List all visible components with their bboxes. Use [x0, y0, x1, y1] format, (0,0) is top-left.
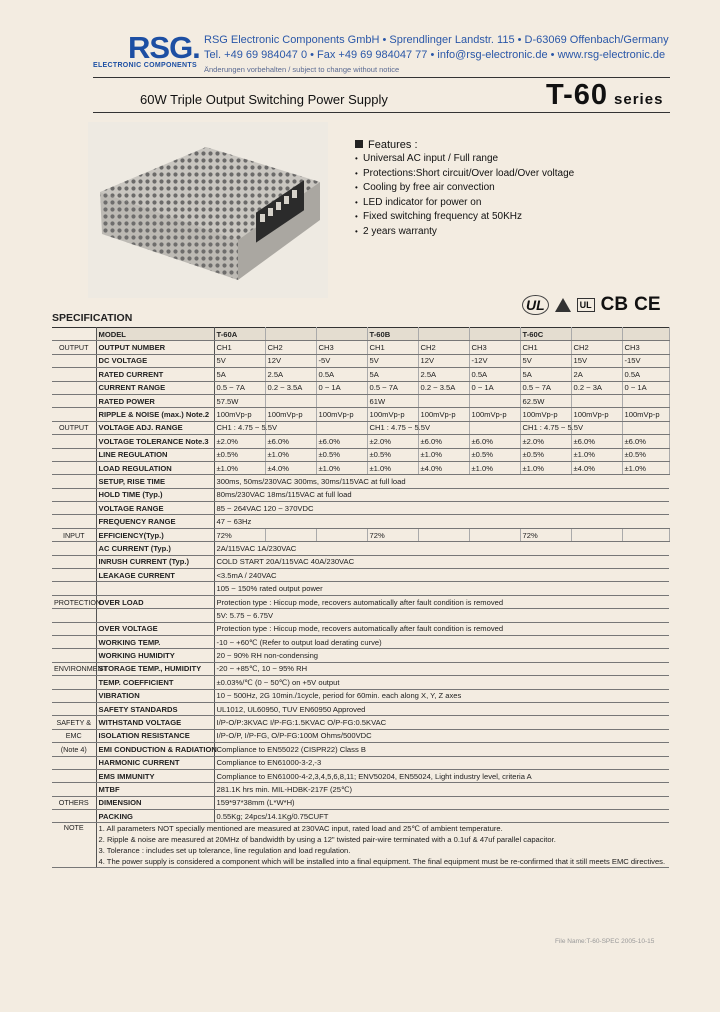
spec-cell: 61W	[367, 394, 418, 407]
spec-label: AC CURRENT (Typ.)	[96, 542, 214, 555]
spec-value: 5V: 5.75 ~ 6.75V	[214, 609, 669, 622]
spec-group-label	[52, 448, 96, 461]
spec-cell: ±6.0%	[469, 435, 520, 448]
product-title: 60W Triple Output Switching Power Supply	[140, 92, 388, 107]
spec-cell: ±6.0%	[418, 435, 469, 448]
spec-label: VOLTAGE ADJ. RANGE	[96, 421, 214, 434]
spec-row	[52, 475, 669, 488]
spec-cell: 0.2 ~ 3.5A	[265, 381, 316, 394]
spec-cell: ±6.0%	[622, 435, 669, 448]
spec-group-label	[52, 488, 96, 501]
spec-row	[52, 756, 669, 769]
spec-label: TEMP. COEFFICIENT	[96, 676, 214, 689]
spec-cell	[571, 528, 622, 541]
spec-value: 80ms/230VAC 18ms/115VAC at full load	[214, 488, 669, 501]
spec-cell: 0 ~ 1A	[469, 381, 520, 394]
spec-cell	[316, 421, 367, 434]
spec-cell: ±4.0%	[571, 461, 622, 474]
spec-cell	[418, 528, 469, 541]
spec-cell: CH2	[418, 341, 469, 354]
spec-row	[52, 328, 669, 341]
feature-item: • Cooling by free air convection	[355, 182, 495, 194]
note-line: 4. The power supply is considered a component which will be installed into a final equipment. The final equipment must be re-confirmed that it still meets EMC directives.	[98, 857, 666, 867]
spec-cell: CH3	[622, 341, 669, 354]
spec-cell: 100mVp-p	[367, 408, 418, 421]
spec-cell: ±2.0%	[367, 435, 418, 448]
spec-label: WORKING TEMP.	[96, 635, 214, 648]
spec-cell: 5V	[520, 354, 571, 367]
spec-cell: CH1	[520, 341, 571, 354]
header-divider	[93, 77, 670, 78]
spec-group-label	[52, 609, 96, 622]
spec-cell: ±0.5%	[469, 448, 520, 461]
ul-mark: UL	[522, 295, 549, 315]
spec-row	[52, 448, 669, 461]
spec-cell	[469, 394, 520, 407]
features-list	[355, 139, 574, 241]
spec-group-label	[52, 368, 96, 381]
company-address: RSG Electronic Components GmbH • Sprendlinger Landstr. 115 • D-63069 Offenbach/Germany	[204, 34, 669, 46]
spec-row	[52, 555, 669, 568]
spec-group-label	[52, 810, 96, 823]
spec-group-label	[52, 435, 96, 448]
spec-label: HARMONIC CURRENT	[96, 756, 214, 769]
spec-group-label	[52, 461, 96, 474]
spec-group-label	[52, 582, 96, 595]
spec-cell: 0.5 ~ 7A	[520, 381, 571, 394]
certification-marks	[522, 294, 661, 316]
product-photo	[88, 122, 328, 298]
spec-row	[52, 595, 669, 608]
ul-box-mark: UL	[577, 298, 595, 312]
spec-label: EMS IMMUNITY	[96, 769, 214, 782]
spec-cell	[571, 328, 622, 341]
spec-cell: ±1.0%	[367, 461, 418, 474]
note-text	[96, 823, 669, 868]
series-title	[546, 79, 663, 112]
spec-row	[52, 783, 669, 796]
spec-cell: -15V	[622, 354, 669, 367]
spec-group-label	[52, 328, 96, 341]
spec-cell: ±6.0%	[316, 435, 367, 448]
spec-group-label	[52, 783, 96, 796]
spec-cell: 12V	[265, 354, 316, 367]
spec-cell: 100mVp-p	[520, 408, 571, 421]
spec-cell: 72%	[214, 528, 265, 541]
spec-group-label	[52, 354, 96, 367]
spec-label: LOAD REGULATION	[96, 461, 214, 474]
spec-value: Compliance to EN61000-3-2,-3	[214, 756, 669, 769]
spec-group-label: SAFETY &	[52, 716, 96, 729]
series-model: T-60	[546, 79, 609, 111]
note-line: 1. All parameters NOT specially mentioned are measured at 230VAC input, rated load and 25℃ of ambient temperature.	[98, 824, 503, 834]
spec-label: OVER LOAD	[96, 595, 214, 608]
spec-row	[52, 662, 669, 675]
spec-row	[52, 515, 669, 528]
file-footer: File Name:T-60-SPEC 2005-10-15	[555, 938, 655, 945]
spec-cell: -12V	[469, 354, 520, 367]
spec-cell: 72%	[520, 528, 571, 541]
spec-label: PACKING	[96, 810, 214, 823]
spec-row	[52, 676, 669, 689]
spec-label: RATED POWER	[96, 394, 214, 407]
company-contact: Tel. +49 69 984047 0 • Fax +49 69 984047 77 • info@rsg-electronic.de • www.rsg-electronic.de	[204, 49, 666, 61]
spec-row	[52, 341, 669, 354]
spec-row	[52, 716, 669, 729]
feature-item: • Universal AC input / Full range	[355, 153, 499, 164]
spec-group-label: ENVIRONMENT	[52, 662, 96, 675]
spec-group-label	[52, 622, 96, 635]
company-disclaimer: Änderungen vorbehalten / subject to change without notice	[204, 65, 400, 74]
spec-cell: 12V	[418, 354, 469, 367]
feature-item: • Protections:Short circuit/Over load/Over voltage	[355, 167, 575, 179]
note-line: 2. Ripple & noise are measured at 20MHz of bandwidth by using a 12" twisted pair-wire terminated with a 0.1uf & 47uf parallel capacitor.	[98, 835, 556, 845]
spec-cell: CH1	[367, 341, 418, 354]
spec-label: EMI CONDUCTION & RADIATION	[96, 743, 214, 756]
spec-label: CURRENT RANGE	[96, 381, 214, 394]
spec-label: STORAGE TEMP., HUMIDITY	[96, 662, 214, 675]
spec-table	[52, 327, 670, 868]
spec-value: I/P-O/P, I/P-FG, O/P-FG:100M Ohms/500VDC	[214, 729, 669, 742]
spec-row	[52, 635, 669, 648]
spec-cell: CH1 : 4.75 ~ 5.5V	[367, 421, 418, 434]
spec-value: -10 ~ +60℃ (Refer to output load derating curve)	[214, 635, 669, 648]
spec-row	[52, 769, 669, 782]
spec-cell: ±1.0%	[520, 461, 571, 474]
spec-group-label	[52, 515, 96, 528]
spec-label: MTBF	[96, 783, 214, 796]
spec-value: 0.55Kg; 24pcs/14.1Kg/0.75CUFT	[214, 810, 669, 823]
spec-cell: ±0.5%	[622, 448, 669, 461]
spec-cell: 0 ~ 1A	[622, 381, 669, 394]
spec-row	[52, 435, 669, 448]
spec-label	[96, 609, 214, 622]
spec-group-label	[52, 769, 96, 782]
spec-cell	[418, 394, 469, 407]
spec-cell: 100mVp-p	[622, 408, 669, 421]
spec-value: COLD START 20A/115VAC 40A/230VAC	[214, 555, 669, 568]
spec-value: 10 ~ 500Hz, 2G 10min./1cycle, period for 60min. each along X, Y, Z axes	[214, 689, 669, 702]
spec-cell: ±2.0%	[520, 435, 571, 448]
spec-cell	[469, 421, 520, 434]
company-logo-subtitle: ELECTRONIC COMPONENTS	[93, 62, 197, 69]
note-row	[52, 823, 669, 868]
feature-item: • 2 years warranty	[355, 225, 437, 237]
spec-label: RIPPLE & NOISE (max.) Note.2	[96, 408, 214, 421]
spec-cell: ±4.0%	[418, 461, 469, 474]
spec-cell: T-60A	[214, 328, 265, 341]
spec-group-label	[52, 702, 96, 715]
spec-group-label	[52, 542, 96, 555]
spec-cell: 5A	[367, 368, 418, 381]
spec-cell: 2.5A	[265, 368, 316, 381]
spec-cell: ±0.5%	[214, 448, 265, 461]
spec-cell: CH1 : 4.75 ~ 5.5V	[214, 421, 265, 434]
spec-row	[52, 408, 669, 421]
spec-group-label: OUTPUT	[52, 421, 96, 434]
spec-cell	[316, 394, 367, 407]
spec-label	[96, 582, 214, 595]
spec-cell: ±1.0%	[622, 461, 669, 474]
spec-label: VOLTAGE TOLERANCE Note.3	[96, 435, 214, 448]
spec-cell: ±4.0%	[265, 461, 316, 474]
spec-cell: 2A	[571, 368, 622, 381]
spec-cell: 0.5A	[316, 368, 367, 381]
spec-cell: 0.5A	[469, 368, 520, 381]
spec-value: 47 ~ 63Hz	[214, 515, 669, 528]
spec-label: DIMENSION	[96, 796, 214, 809]
spec-cell	[265, 394, 316, 407]
spec-row	[52, 528, 669, 541]
spec-cell: 0.2 ~ 3A	[571, 381, 622, 394]
spec-cell: ±0.5%	[520, 448, 571, 461]
title-divider	[93, 112, 670, 113]
spec-label: LEAKAGE CURRENT	[96, 569, 214, 582]
spec-value: Protection type : Hiccup mode, recovers automatically after fault condition is removed	[214, 622, 669, 635]
spec-row	[52, 743, 669, 756]
spec-label: EFFICIENCY(Typ.)	[96, 528, 214, 541]
spec-cell: 72%	[367, 528, 418, 541]
spec-group-label	[52, 381, 96, 394]
spec-group-label	[52, 555, 96, 568]
spec-group-label: PROTECTION	[52, 595, 96, 608]
spec-value: 300ms, 50ms/230VAC 300ms, 30ms/115VAC at full load	[214, 475, 669, 488]
spec-cell: 100mVp-p	[265, 408, 316, 421]
spec-cell: 100mVp-p	[571, 408, 622, 421]
spec-row	[52, 461, 669, 474]
spec-cell: 5V	[214, 354, 265, 367]
spec-cell: CH3	[469, 341, 520, 354]
spec-value: 85 ~ 264VAC 120 ~ 370VDC	[214, 502, 669, 515]
spec-label: HOLD TIME (Typ.)	[96, 488, 214, 501]
spec-row	[52, 609, 669, 622]
spec-cell: 0.5 ~ 7A	[367, 381, 418, 394]
spec-value: 20 ~ 90% RH non-condensing	[214, 649, 669, 662]
spec-cell: ±0.5%	[316, 448, 367, 461]
spec-group-label	[52, 676, 96, 689]
spec-cell	[622, 421, 669, 434]
spec-cell	[316, 328, 367, 341]
spec-row	[52, 381, 669, 394]
spec-label: OVER VOLTAGE	[96, 622, 214, 635]
spec-cell: 57.5W	[214, 394, 265, 407]
spec-cell: -5V	[316, 354, 367, 367]
spec-value: 281.1K hrs min. MIL-HDBK-217F (25℃)	[214, 783, 669, 796]
spec-value: 159*97*38mm (L*W*H)	[214, 796, 669, 809]
spec-label: INRUSH CURRENT (Typ.)	[96, 555, 214, 568]
spec-cell: ±6.0%	[265, 435, 316, 448]
spec-label: RATED CURRENT	[96, 368, 214, 381]
spec-value: <3.5mA / 240VAC	[214, 569, 669, 582]
spec-label: DC VOLTAGE	[96, 354, 214, 367]
spec-row	[52, 421, 669, 434]
spec-value: 2A/115VAC 1A/230VAC	[214, 542, 669, 555]
spec-row	[52, 622, 669, 635]
spec-label: SAFETY STANDARDS	[96, 702, 214, 715]
spec-cell: ±1.0%	[316, 461, 367, 474]
spec-cell: 5A	[520, 368, 571, 381]
spec-label: FREQUENCY RANGE	[96, 515, 214, 528]
spec-row	[52, 569, 669, 582]
spec-row	[52, 368, 669, 381]
spec-cell	[469, 328, 520, 341]
feature-item: • Fixed switching frequency at 50KHz	[355, 211, 522, 223]
spec-cell: 0.2 ~ 3.5A	[418, 381, 469, 394]
spec-cell: 2.5A	[418, 368, 469, 381]
spec-group-label	[52, 756, 96, 769]
spec-label: LINE REGULATION	[96, 448, 214, 461]
spec-cell	[622, 394, 669, 407]
spec-label: ISOLATION RESISTANCE	[96, 729, 214, 742]
spec-group-label	[52, 502, 96, 515]
spec-value: UL1012, UL60950, TUV EN60950 Approved	[214, 702, 669, 715]
series-word: series	[614, 91, 664, 108]
spec-cell: 0 ~ 1A	[316, 381, 367, 394]
spec-cell: 0.5A	[622, 368, 669, 381]
spec-cell: ±1.0%	[265, 448, 316, 461]
note-line: 3. Tolerance : includes set up tolerance, line regulation and load regulation.	[98, 846, 351, 856]
spec-cell	[469, 528, 520, 541]
spec-label: WORKING HUMIDITY	[96, 649, 214, 662]
spec-cell: ±1.0%	[418, 448, 469, 461]
spec-cell: 62.5W	[520, 394, 571, 407]
spec-cell: 100mVp-p	[418, 408, 469, 421]
note-label: NOTE	[52, 823, 96, 868]
spec-cell	[418, 328, 469, 341]
spec-group-label	[52, 408, 96, 421]
spec-group-label	[52, 689, 96, 702]
spec-row	[52, 689, 669, 702]
spec-group-label: (Note 4)	[52, 743, 96, 756]
spec-row	[52, 394, 669, 407]
spec-row	[52, 502, 669, 515]
spec-group-label	[52, 649, 96, 662]
spec-row	[52, 702, 669, 715]
spec-cell: T-60B	[367, 328, 418, 341]
spec-group-label: INPUT	[52, 528, 96, 541]
spec-cell: T-60C	[520, 328, 571, 341]
spec-value: Protection type : Hiccup mode, recovers automatically after fault condition is removed	[214, 595, 669, 608]
spec-group-label: OTHERS	[52, 796, 96, 809]
spec-group-label	[52, 394, 96, 407]
spec-group-label	[52, 635, 96, 648]
spec-cell: 5A	[214, 368, 265, 381]
spec-cell: 100mVp-p	[316, 408, 367, 421]
spec-label: OUTPUT NUMBER	[96, 341, 214, 354]
spec-cell: 5V	[367, 354, 418, 367]
spec-label: VOLTAGE RANGE	[96, 502, 214, 515]
spec-group-label: EMC	[52, 729, 96, 742]
spec-cell: 15V	[571, 354, 622, 367]
spec-value: Compliance to EN55022 (CISPR22) Class B	[214, 743, 669, 756]
company-logo: RSG.	[128, 30, 200, 65]
spec-cell: ±1.0%	[214, 461, 265, 474]
spec-group-label	[52, 475, 96, 488]
spec-cell: 0.5 ~ 7A	[214, 381, 265, 394]
spec-row	[52, 582, 669, 595]
spec-label: MODEL	[96, 328, 214, 341]
spec-row	[52, 649, 669, 662]
spec-cell: CH1	[214, 341, 265, 354]
spec-cell: ±1.0%	[571, 448, 622, 461]
spec-row	[52, 729, 669, 742]
spec-row	[52, 354, 669, 367]
spec-cell: ±2.0%	[214, 435, 265, 448]
features-heading: Features :	[355, 139, 574, 151]
spec-value: ±0.03%/℃ (0 ~ 50℃) on +5V output	[214, 676, 669, 689]
spec-row	[52, 542, 669, 555]
spec-cell	[316, 528, 367, 541]
spec-label: WITHSTAND VOLTAGE	[96, 716, 214, 729]
spec-cell: ±1.0%	[469, 461, 520, 474]
spec-cell	[265, 528, 316, 541]
spec-row	[52, 488, 669, 501]
spec-value: I/P-O/P:3KVAC I/P-FG:1.5KVAC O/P-FG:0.5KVAC	[214, 716, 669, 729]
spec-group-label	[52, 569, 96, 582]
spec-group-label: OUTPUT	[52, 341, 96, 354]
spec-cell: CH1 : 4.75 ~ 5.5V	[520, 421, 571, 434]
spec-value: 105 ~ 150% rated output power	[214, 582, 669, 595]
spec-cell	[622, 328, 669, 341]
spec-row	[52, 796, 669, 809]
spec-cell: CH2	[265, 341, 316, 354]
spec-title: SPECIFICATION	[52, 312, 133, 324]
spec-cell: 100mVp-p	[469, 408, 520, 421]
spec-label: VIBRATION	[96, 689, 214, 702]
spec-cell: CH2	[571, 341, 622, 354]
spec-value: -20 ~ +85℃, 10 ~ 95% RH	[214, 662, 669, 675]
spec-label: SETUP, RISE TIME	[96, 475, 214, 488]
spec-cell: ±6.0%	[571, 435, 622, 448]
ce-mark: CE	[634, 294, 661, 315]
tuv-triangle-icon	[555, 298, 571, 312]
spec-cell: 100mVp-p	[214, 408, 265, 421]
spec-cell	[265, 328, 316, 341]
spec-value: Compliance to EN61000-4-2,3,4,5,6,8,11; ENV50204, EN55024, Light industry level, criteria A	[214, 769, 669, 782]
spec-cell	[622, 528, 669, 541]
spec-cell: CH3	[316, 341, 367, 354]
spec-cell	[571, 394, 622, 407]
spec-cell: ±0.5%	[367, 448, 418, 461]
cb-mark: CB	[600, 294, 629, 315]
spec-row	[52, 810, 669, 823]
feature-item: • LED indicator for power on	[355, 196, 482, 208]
